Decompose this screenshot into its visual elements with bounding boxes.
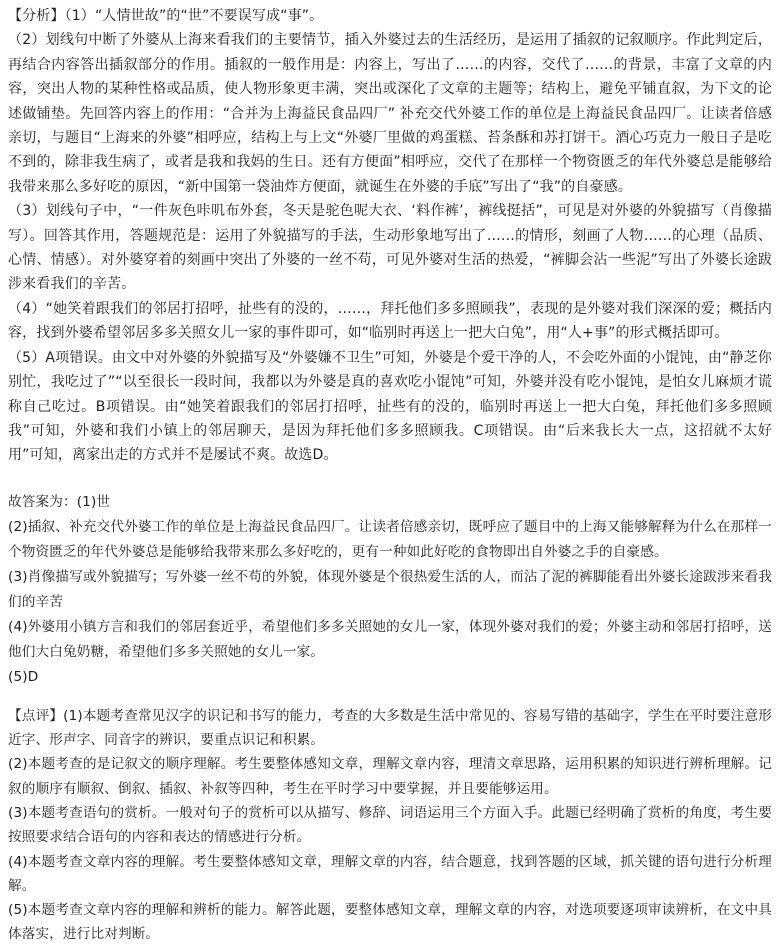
answer-paragraph-3: (3)肖像描写或外貌描写；写外婆一丝不苟的外貌，体现外婆是个很热爱生活的人，而沾了泥的裤脚能看出外婆长途跋涉来看我们的辛苦 [8,568,772,610]
answer-paragraph-5: (5)D [8,668,39,685]
comment-section [8,704,772,947]
comment-paragraph-3: (3)本题考查语句的赏析。一般对句子的赏析可以从描写、修辞、词语运用三个方面入手。此题已经明确了赏析的角度，考生要按照要求结合语句的内容和表达的情感进行分析。 [8,804,772,846]
analysis-section [8,4,772,468]
comment-paragraph-4: (4)本题考查文章内容的理解。考生要整体感知文章，理解文章的内容，结合题意，找到答题的区域，抓关键的语句进行分析理解。 [8,853,772,894]
analysis-paragraph-2: （2）划线句中断了外婆从上海来看我们的主要情节，插入外婆过去的生活经历，是运用了插叙的记叙顺序。作此判定后，再结合内容答出插叙部分的作用。插叙的一般作用是：内容上，写出了……的内容，交代了……的背景，丰富了文章的内容，突出人物的某种性格或品质，使人物形象更丰满，突出或深化了文章的主题等；结构上，避免平铺直叙，为下文的论述做铺垫。先回答内容上的作用：“合并为上海益民食品四厂” 补充交代外婆工作的单位是上海益民食品四厂。让读者倍感亲切，与题目“上海来的外婆”相呼应，结构上与上文“外婆厂里做的鸡蛋糕、苔条酥和苏打饼干。酒心巧克力一般日子是吃不到的，除非我生病了，或者是我和我妈的生日。还有方便面”相呼应，交代了在那样一个物资匮乏的年代外婆总是能够给我带来那么多好吃的原因，“新中国第一袋油炸方便面，就诞生在外婆的手底”写出了“我”的自豪感。 [8,32,772,195]
answer-paragraph-1: 故答案为：(1)世 [8,493,111,510]
analysis-paragraph-3: （3）划线句子中，“一件灰色咔叽布外套，冬天是驼色呢大衣、‘料作裤’，裤线挺括”，可见是对外婆的外貌描写（肖像描写）。回答其作用，答题规范是：运用了外貌描写的手法，生动形象地写出了……的情形，刻画了人物……的心理（品质、心情、情感）。对外婆穿着的刻画中突出了外婆的一丝不苟，可见外婆对生活的热爱，“裤脚会沾一些泥”写出了外婆长途跋涉来看我们的辛苦。 [8,203,772,293]
comment-paragraph-5: (5)本题考查文章内容的理解和辨析的能力。解答此题，要整体感知文章，理解文章的内容，对选项要逐项审读辨析，在文中具体落实，进行比对判断。 [8,902,772,943]
answer-paragraph-2: (2)插叙、补充交代外婆工作的单位是上海益民食品四厂。让读者倍感亲切，既呼应了题目中的上海又能够解释为什么在那样一个物资匮乏的年代外婆总是能够给我带来那么多好吃的，更有一种如此好吃的食物即出自外婆之手的自豪感。 [8,518,772,560]
comment-paragraph-1: 【点评】(1)本题考查常见汉字的识记和书写的能力，考查的大多数是生活中常见的、容易写错的基础字，学生在平时要注意形近字、形声字、同音字的辨识，要重点识记和积累。 [8,707,772,749]
answer-paragraph-4: (4)外婆用小镇方言和我们的邻居套近乎，希望他们多多关照她的女儿一家，体现外婆对我们的爱；外婆主动和邻居打招呼，送他们大白兔奶糖，希望他们多多关照她的女儿一家。 [8,618,772,660]
analysis-paragraph-1: 【分析】（1）“人情世故”的“世”不要误写成“事”。 [8,8,324,24]
analysis-paragraph-4: （4）“她笑着跟我们的邻居打招呼，扯些有的没的，……，拜托他们多多照顾我”，表现的是外婆对我们深深的爱；概括内容，找到外婆希望邻居多多关照女儿一家的事件即可，如“临别时再送上一把大白兔”，用“人+事”的形式概括即可。 [8,300,772,342]
analysis-paragraph-5: （5）A项错误。由文中对外婆的外貌描写及“外婆嫌不卫生”可知，外婆是个爱干净的人，不会吃外面的小馄饨，由“静芝你别忙，我吃过了”“以至很长一段时间，我都以为外婆是真的喜欢吃小馄饨”可知，外婆并没有吃小馄饨，是怕女儿麻烦才谎称自己吃过。B项错误。由“她笑着跟我们的邻居打招呼，扯些有的没的，临别时再送上一把大白兔，拜托他们多多照顾我”可知，外婆和我们小镇上的邻居聊天，是因为拜托他们多多照顾我。C项错误。由“后来我长大一点，这招就不太好用”可知，离家出走的方式并不是屡试不爽。故选D。 [8,349,772,464]
answer-section [8,490,772,690]
comment-paragraph-2: (2)本题考查的是记叙文的顺序理解。考生要整体感知文章，理解文章内容，理清文章思路，运用积累的知识进行辨析理解。记叙的顺序有顺叙、倒叙、插叙、补叙等四种，考生在平时学习中要掌握，并且要能够运用。 [8,756,772,797]
